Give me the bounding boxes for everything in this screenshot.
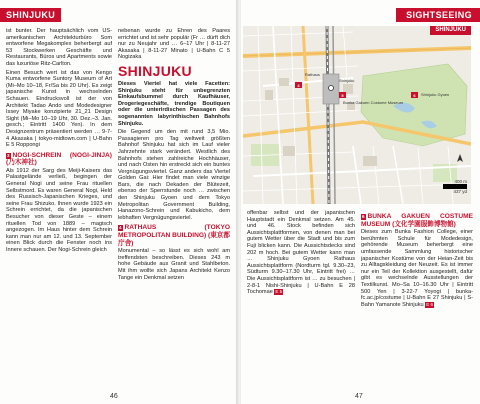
- map-marker: [411, 92, 418, 98]
- scale-meters: 400 m: [454, 179, 467, 184]
- rathaus-label: Rathaus: [305, 72, 320, 77]
- museum-label: Bunka Gakuen Costume Museum: [343, 100, 404, 105]
- right-page: [241, 0, 480, 404]
- paragraph: Monumental – so lässt es sich wohl am treffendsten beschreiben. Dieses 243 m hohe Gebäude aus Granit und Stahlbeton. Mit ihm wollte sich Japans Architekt Kenzo Tange ein Denkmal setzen: [118, 248, 230, 281]
- map-marker: [295, 82, 302, 88]
- park-label: Shinjuku Gyoen: [421, 92, 450, 97]
- scale-yards: 437 yd: [453, 189, 467, 194]
- paragraph: nebenan wurde zu Ehren des Paares errichtet und ist sehr populär (Fr … dürft dich nur zu Neujahr und … 6–17 Uhr | 8-11-27 Akasaka | 8-11-27 Minato | U-Bahn C 5 Nogizaka: [118, 28, 230, 61]
- paragraph: offenbar selbst und der japanischen Hauptstadt ein Denkmal setzen. Am 45. und 46. Stock befinden sich Aussichtsplattformen, von denen man bei gutem Wetter über die Stadt und bis zum Fuji blicken kann. Die Aussichtsdecks sind 202 m hoch. Bei gutem Wetter kann man … Shinjuku Gyoen Rathaus Aussichtsplattform (Nordturm tgl. 9.30–23, Südturm 9.30–17.30 Uhr, Eintritt frei) … Die Aussichtsplattform ist … zu besuchen | 2-8-1 Nishi-Shinjuku | U-Bahn E 28 Tochomae E 5: [247, 210, 355, 296]
- paragraph: Die Gegend um den mit rund 3,5 Mio. Passagieren pro Tag weltweit größten Bahnhof Shinjuku hat sich im Lauf vieler Jahrzehnte stark verändert. Westlich des Bahnhofs stehen zahlreiche Hochhäuser, und nach Osten hin erstreckt sich ein buntes Vergnügungsviertel. Ganz anders das Viertel Golden Gai: Hier findet man viele winzige Bars, die nach Dekaden der Blütezeit, ebenso der Sperrstunde noch … zwischen den Shinjuku Gyoen und dem Tokyo Metropolitan Government Building, Hanazono-Schrein und Kabukicho, dem lebhaften Vergnügungsviertel.: [118, 129, 230, 221]
- map-reference-badge: E 6: [426, 301, 433, 307]
- svg-text:6: 6: [413, 92, 416, 98]
- left-column-1: [6, 28, 112, 390]
- map-reference-badge: E 5: [275, 289, 283, 295]
- section-title-rathaus: 4 RATHAUS (TOKYO METROPOLITAN BUILDING) (東京都庁舎): [118, 224, 230, 247]
- station-marker: [329, 86, 334, 91]
- paragraph: Einen Besuch wert ist das von Kengo Kuma entworfene Suntory Museum of Art (Mi–Mo 10–18, Fr/Sa bis 20 Uhr). Es zeigt japanische Kunst in wechselnden Schauen. Eindrucksvoll ist der von Architekt Tadao Ando und Modedesigner Issey Miyake konzipierte 21_21 Design Sight (Mi–Mo 10–19 Uhr, 30. Dez.–3. Jan. gesch.; Eintritt 1400 Yen). In dem Designzentrum präsentiert werden … 9-7-4 Akasaka | tokyo-midtown.com | U-Bahn E 5 Roppongi: [6, 69, 112, 149]
- paragraph: Dieses zum Bunka Fashion College, einer berühmten Schule für Modedesign, gehörende Museum beherbergt eine umfassende Sammlung historischer japanischer Kostüme von der Heian-Zeit bis zu Alltagskleidung der Neuzeit. Es ist immer nur ein Teil der Kollektion ausgestellt, dafür gibt es wechselnde Ausstellungen der Textilkunst. Mo–Sa 10–16.30 Uhr | Eintritt 500 Yen | 3-22-7 Yoyogi | bunka-fc.ac.jp/costume | U-Bahn E 27 Shinjuku | S-Bahn Yamanote Shinjuku E 6: [361, 229, 473, 308]
- right-page-number: 47: [355, 393, 363, 400]
- map-title-tag: SHINJUKU: [430, 26, 471, 35]
- station-label: Shinjuku: [339, 78, 355, 83]
- right-column-2: [361, 210, 473, 390]
- map-marker: [339, 92, 346, 98]
- section-title-bunka: 6 BUNKA GAKUEN COSTUME MUSEUM (文化学園服飾博物館): [361, 213, 473, 228]
- right-page-header: SIGHTSEEING: [396, 8, 480, 22]
- lead-paragraph: Dieses Viertel hat viele Facetten: Shinjuku steht für unbegrenzten Einkaufsbummel durch Kaufhäuser, Drogeriegeschäfte, trendige Boutiquen oder die unterirdischen Passagen des sogenannten labyrinthischen Bahnhofs Shinjuku.: [118, 80, 230, 127]
- map-graphic: [243, 26, 471, 204]
- left-column-2: [118, 28, 230, 390]
- district-map[interactable]: [243, 26, 471, 204]
- section-number-badge: 4: [119, 225, 122, 231]
- paragraph: ist bunter. Der hauptsächlich vom US-amerikanischen Architekturbüro Som entworfene Megakomplex beherbergt auf 53 Stockwerken Geschäfte und Restaurants, Büros und Apartments sowie das luxuriöse Ritz-Carlton.: [6, 28, 112, 67]
- section-number-badge: 6: [362, 214, 365, 219]
- map-scale: [443, 179, 467, 194]
- left-page-header: SHINJUKU: [0, 8, 61, 22]
- right-column-1: [247, 210, 355, 390]
- svg-text:4: 4: [297, 82, 300, 88]
- district-title: SHINJUKU: [118, 62, 192, 79]
- section-number-badge: 3: [7, 152, 10, 158]
- section-title-nogi: 3 NOGI-SCHREIN (NOGI-JINJA) (乃木神社): [6, 151, 112, 167]
- svg-text:5: 5: [341, 92, 344, 98]
- paragraph: Als 1912 der Sarg des Meiji-Kaisers das Palastgelände verließ, begingen der General Nogi und seine Frau rituellen Selbstmord. Es waren General Nogi, Held des Russisch-Japanischen Krieges, und seine Frau Shizuko. Ihnen wurde 1923 ein Schrein errichtet, da die japanischen Besucher von dieser Geste – einem rituellen Tod von 1889 – magisch angezogen. Im Haus hinter dem Schrein kann man nur am 12. und 13. September einen Blick durch die Fenster noch ins Innere schauen. Der Nogi-Schrein gleich: [6, 167, 112, 253]
- left-page-number: 46: [110, 393, 118, 400]
- left-page: [0, 0, 238, 404]
